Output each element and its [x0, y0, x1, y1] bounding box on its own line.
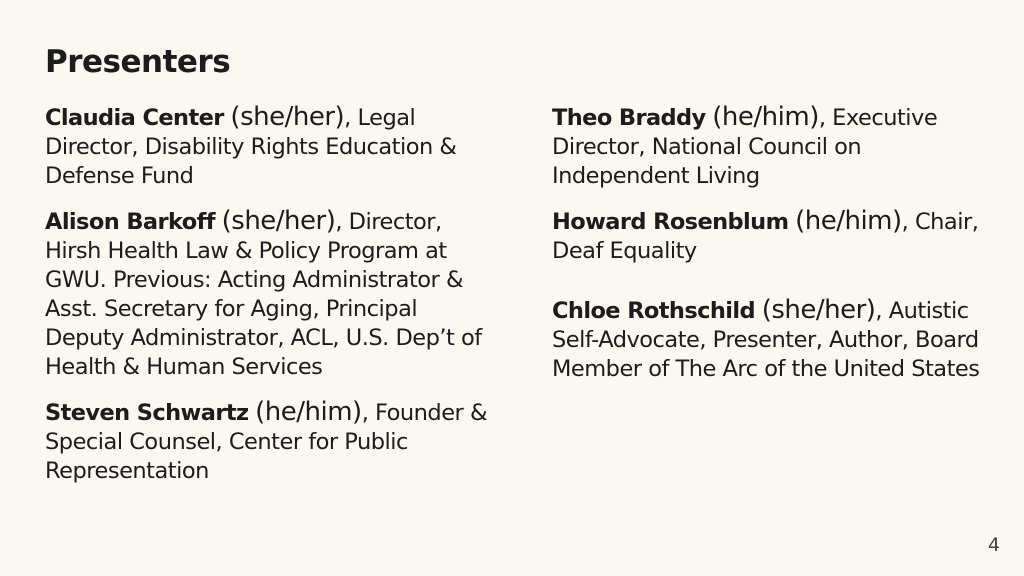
- presenter-pronouns: (he/him): [255, 397, 362, 427]
- presenter-description: , Founder & Special Counsel, Center for Public Representation: [45, 400, 488, 484]
- presenter-entry-theo-braddy: [552, 103, 992, 191]
- presenter-name: Claudia Center: [45, 105, 224, 131]
- presenter-description: , Chair, Deaf Equality: [552, 209, 979, 264]
- presenter-pronouns: (she/her): [761, 295, 876, 325]
- presenter-name: Theo Braddy: [552, 105, 706, 131]
- presenter-pronouns: (he/him): [795, 206, 902, 236]
- presenter-name: Steven Schwartz: [45, 400, 249, 426]
- presenter-description: , Legal Director, Disability Rights Education & Defense Fund: [45, 105, 457, 189]
- presenter-pronouns: (she/her): [221, 206, 336, 236]
- presenter-entry-steven-schwartz: [45, 398, 500, 486]
- page-number: 4: [987, 534, 1000, 556]
- presenter-description: , Executive Director, National Council on Independent Living: [552, 105, 938, 189]
- presenter-name: Howard Rosenblum: [552, 209, 789, 235]
- presenter-name: Chloe Rothschild: [552, 298, 756, 324]
- presenter-pronouns: (she/her): [230, 102, 345, 132]
- presenters-left-column: [45, 103, 500, 486]
- slide-title: Presenters: [45, 44, 231, 80]
- presenters-right-column: [552, 103, 992, 384]
- presenter-name: Alison Barkoff: [45, 209, 215, 235]
- presenter-entry-howard-rosenblum: [552, 207, 992, 266]
- presenter-entry-alison-barkoff: [45, 207, 500, 382]
- presenter-entry-claudia-center: [45, 103, 500, 191]
- presenter-description: , Director, Hirsh Health Law & Policy Program at GWU. Previous: Acting Administrator & Asst. Secretary for Aging, Principal Deputy Administrator, ACL, U.S. Dep’t of Health & Human Services: [45, 209, 482, 380]
- presenter-description: , Autistic Self-Advocate, Presenter, Author, Board Member of The Arc of the United States: [552, 298, 980, 382]
- presenter-pronouns: (he/him): [712, 102, 819, 132]
- presenter-entry-chloe-rothschild: [552, 296, 992, 384]
